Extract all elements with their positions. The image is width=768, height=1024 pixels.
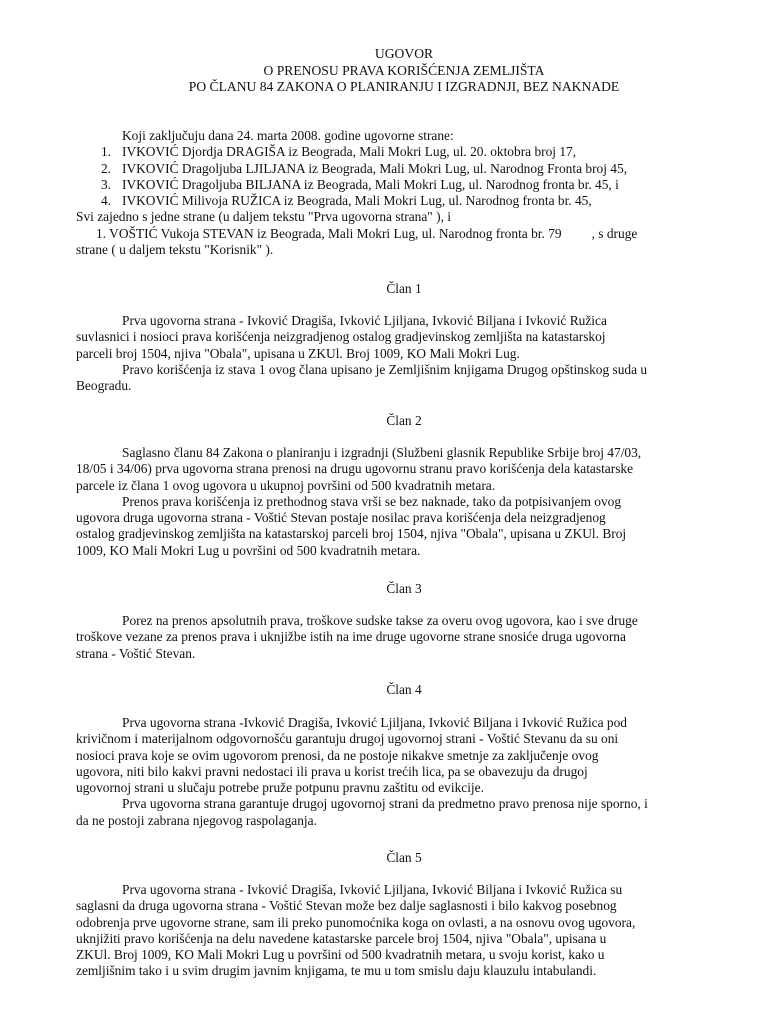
article-line: uknjižiti pravo korišćenja na delu navedene katastarske parcele broj 1504, njiva "Obala", upisana u (76, 930, 607, 946)
article-line: Beogradu. (76, 378, 132, 394)
article-4-body (76, 715, 716, 829)
article-3-body (76, 613, 716, 662)
article-line: da ne postoji zabrana njegovog raspolaganja. (76, 812, 317, 828)
title-line: PO ČLANU 84 ZAKONA O PLANIRANJU I IZGRADNJI, BEZ NAKNADE (188, 79, 620, 94)
article-line: 18/05 i 34/06) prva ugovorna strana prenosi na drugu ugovornu stranu pravo korišćenja dela katastarske (76, 461, 634, 477)
article-1-body (76, 313, 716, 394)
article-line: nosioci prava koje se ovim ugovorom prenosi, da ne postoje nikakve smetnje za zaključenje ovog (76, 747, 599, 763)
article-line: Prva ugovorna strana -Ivković Dragiša, Ivković Ljiljana, Ivković Biljana i Ivković Ružica pod (122, 715, 627, 730)
article-line: odobrenja prve ugovorne strane, sam ili preko punomoćnika koga on ovlasti, a na osnovu ovog ugovora, (76, 914, 636, 930)
article-heading: Član 4 (386, 682, 422, 697)
title-line: UGOVOR (374, 46, 434, 61)
article-line: parcele iz člana 1 ovog ugovora u ukupnoj površini od 500 kvadratnih metara. (76, 477, 496, 493)
article-line: krivičnom i materijalnom odgovornošću garantuju drugoj ugovornoj strani - Voštić Stevanu da su oni (76, 731, 619, 747)
article-line: Saglasno članu 84 Zakona o planiranju i izgradnji (Službeni glasnik Republike Srbije broj 47/03, (122, 445, 642, 460)
parties-section (76, 128, 716, 258)
article-line: Porez na prenos apsolutnih prava, troškove sudske takse za overu ovog ugovora, kao i sve druge (122, 613, 638, 628)
party-item: 3. IVKOVIĆ Dragoljuba BILJANA iz Beograda, Mali Mokri Lug, ul. Narodnog fronta br. 45, i (100, 176, 619, 192)
party-item: 1. IVKOVIĆ Djordja DRAGIŠA iz Beograda, Mali Mokri Lug, ul. 20. oktobra broj 17, (100, 144, 577, 160)
second-party-line: 1. VOŠTIĆ Vukoja STEVAN iz Beograda, Mali Mokri Lug, ul. Narodnog fronta br. 79 , s druge (96, 225, 638, 241)
article-heading: Član 3 (386, 581, 422, 596)
article-line: ugovora, niti bilo kakvi pravni nedostaci ili prava u korist trećih lica, pa se obavezuju da drugoj (76, 763, 588, 779)
article-line: 1009, KO Mali Mokri Lug u površini od 500 kvadratnih metara. (76, 542, 421, 558)
article-line: saglasni da druga ugovorna strana - Voštić Stevan može bez dalje saglasnosti i bilo kakvog posebnog (76, 898, 617, 914)
contract-title (0, 46, 768, 96)
article-line: strana - Voštić Stevan. (76, 645, 196, 661)
article-line: ugovora druga ugovorna strana - Voštić Stevan postaje nosilac prava korišćenja dela neizgradjenog (76, 510, 606, 526)
article-line: Prva ugovorna strana - Ivković Dragiša, Ivković Ljiljana, Ivković Biljana i Ivković Ružica (122, 313, 607, 328)
article-line: Prva ugovorna strana garantuje drugoj ugovornoj strani da predmetno pravo prenosa nije sporno, i (122, 796, 648, 812)
together-line: Svi zajedno s jedne strane (u daljem tekstu "Prva ugovorna strana" ), i (76, 209, 451, 225)
article-line: suvlasnici i nosioci prava korišćenja neizgradjenog ostalog gradjevinskog zemljišta na katastarskoj (76, 329, 606, 345)
opening-line: Koji zaključuju dana 24. marta 2008. godine ugovorne strane: (122, 128, 454, 143)
second-party-line: strane ( u daljem tekstu "Korisnik" ). (76, 242, 274, 258)
article-heading: Član 1 (386, 281, 422, 296)
article-line: troškove vezane za prenos prava i uknjižbe istih na ime druge ugovorne strane snosiće druga ugovorna (76, 629, 626, 645)
article-5-body (76, 882, 716, 980)
article-line: Prva ugovorna strana - Ivković Dragiša, Ivković Ljiljana, Ivković Biljana i Ivković Ružica su (122, 882, 623, 897)
article-line: ZKUl. Broj 1009, KO Mali Mokri Lug u površini od 500 kvadratnih metara, u svoju korist, kako u (76, 947, 605, 963)
article-2-body (76, 445, 716, 559)
article-line: ugovornoj strani u slučaju potrebe pruže potpunu pravnu zaštitu od evikcije. (76, 780, 484, 796)
article-heading: Član 5 (386, 850, 422, 865)
party-item: 2. IVKOVIĆ Dragoljuba LJILJANA iz Beograda, Mali Mokri Lug, ul. Narodnog Fronta broj 45, (100, 160, 628, 176)
article-line: ostalog gradjevinskog zemljišta na katastarskoj parceli broj 1504, njiva "Obala", upisana u ZKUl. Broj (76, 526, 627, 542)
article-line: zemljišnim tako i u svim drugim javnim knjigama, te mu u tom smislu daju klauzulu intabulandi. (76, 963, 597, 979)
title-line: O PRENOSU PRAVA KORIŠĆENJA ZEMLJIŠTA (263, 62, 545, 78)
article-line: parceli broj 1504, njiva "Obala", upisana u ZKUl. Broj 1009, KO Mali Mokri Lug. (76, 345, 520, 361)
article-line: Pravo korišćenja iz stava 1 ovog člana upisano je Zemljišnim knjigama Drugog opštinskog suda u (122, 361, 648, 377)
article-line: Prenos prava korišćenja iz prethodnog stava vrši se bez naknade, tako da potpisivanjem ovog (122, 493, 622, 509)
party-item: 4. IVKOVIĆ Milivoja RUŽICA iz Beograda, Mali Mokri Lug, ul. Narodnog fronta br. 45, (100, 193, 592, 209)
article-heading: Član 2 (386, 413, 422, 428)
